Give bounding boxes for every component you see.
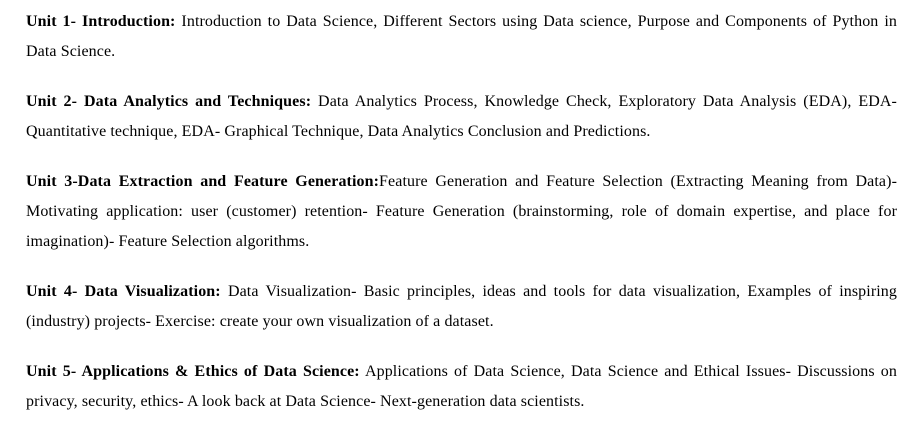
unit-1-paragraph <box>26 7 897 67</box>
unit-4-paragraph <box>26 277 897 337</box>
unit-5-paragraph <box>26 357 897 417</box>
unit-5-heading: Unit 5- Applications & Ethics of Data Science: <box>26 363 360 380</box>
unit-5-description: Applications of Data Science, Data Science and Ethical Issues- Discussions on privacy, security, ethics- A look back at Data Science- Next-generation data scientists. <box>26 363 897 410</box>
unit-4-description: Data Visualization- Basic principles, ideas and tools for data visualization, Examples of inspiring (industry) projects- Exercise: create your own visualization of a dataset. <box>26 283 897 330</box>
unit-2-heading: Unit 2- Data Analytics and Techniques: <box>26 93 312 110</box>
unit-1-description: Introduction to Data Science, Different Sectors using Data science, Purpose and Components of Python in Data Science. <box>26 13 897 60</box>
unit-3-paragraph <box>26 167 897 257</box>
unit-2-paragraph <box>26 87 897 147</box>
unit-1-heading: Unit 1- Introduction: <box>26 13 176 30</box>
unit-3-description: Feature Generation and Feature Selection (Extracting Meaning from Data)- Motivating application: user (customer) retention- Feature Generation (brainstorming, role of domain expertise, and place for imagination)- Feature Selection algorithms. <box>26 173 897 250</box>
unit-4-heading: Unit 4- Data Visualization: <box>26 283 221 300</box>
unit-2-description: Data Analytics Process, Knowledge Check, Exploratory Data Analysis (EDA), EDA- Quantitative technique, EDA- Graphical Technique, Data Analytics Conclusion and Predictions. <box>26 93 897 140</box>
unit-3-heading: Unit 3-Data Extraction and Feature Generation: <box>26 173 380 190</box>
